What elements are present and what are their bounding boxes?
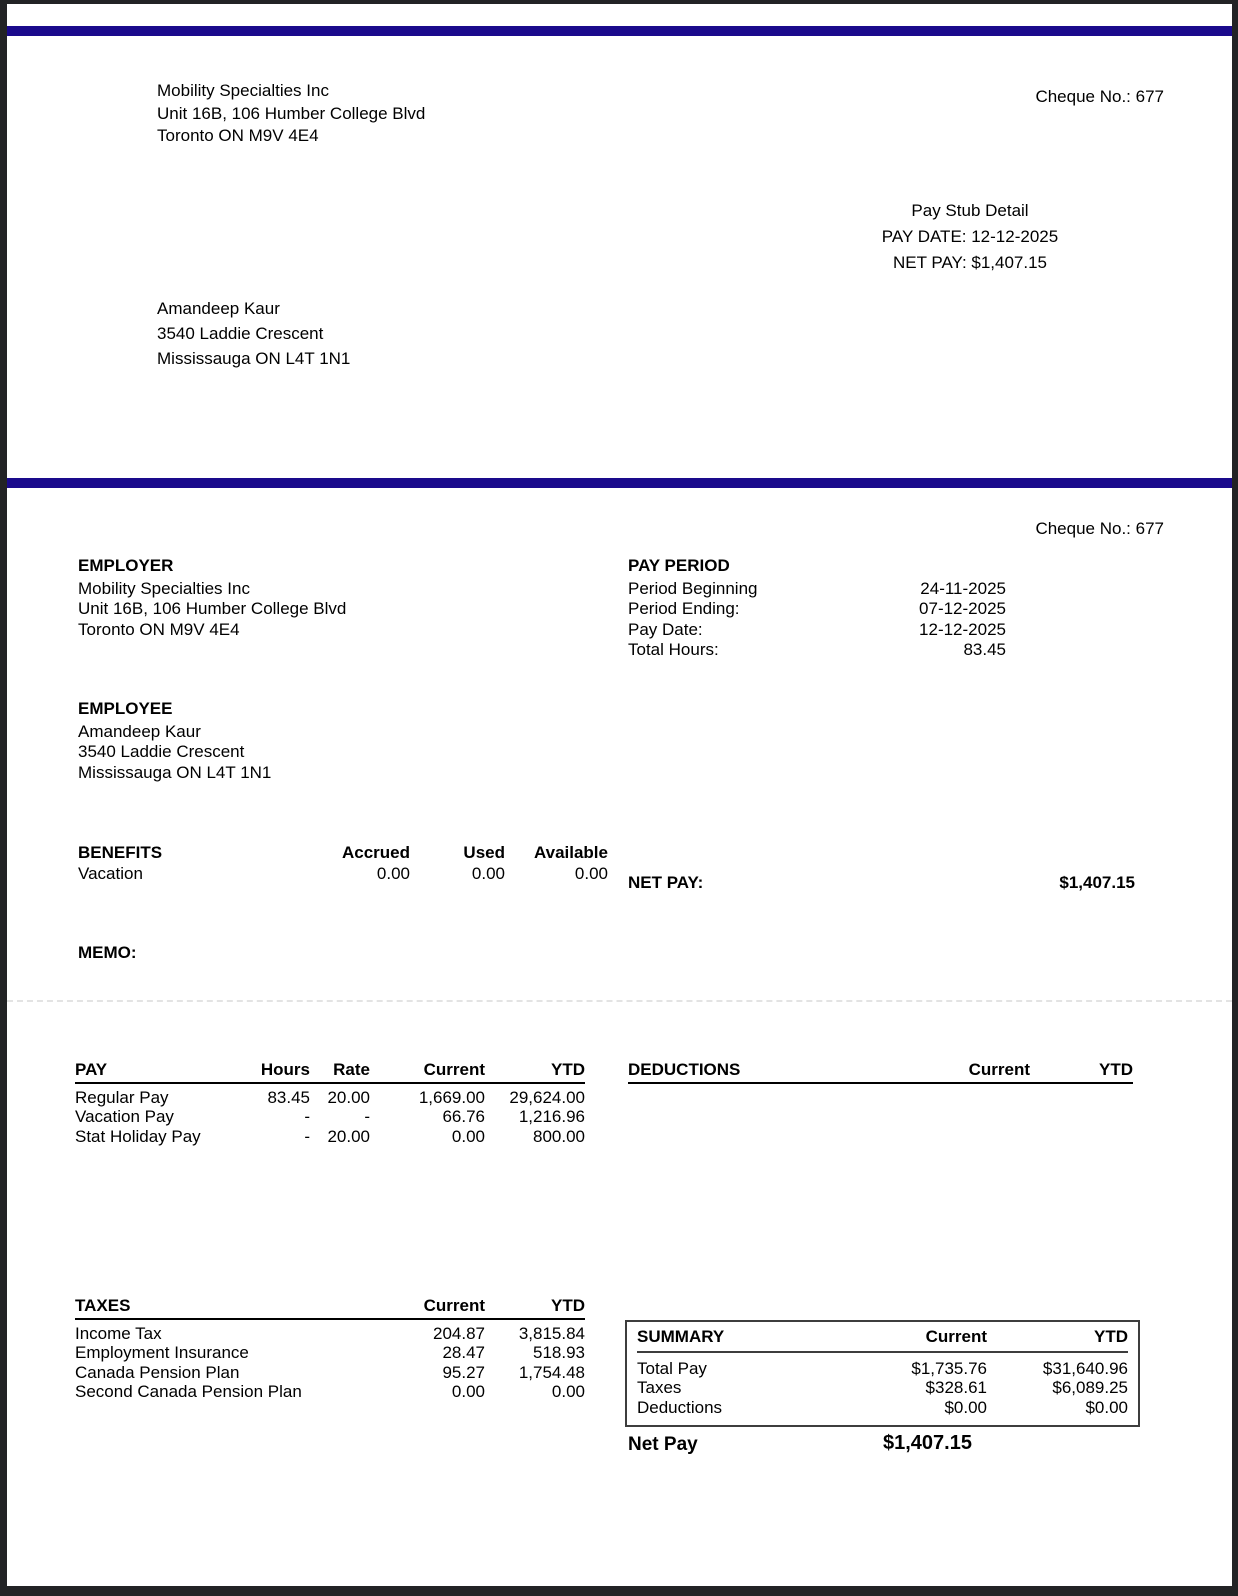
company-address-block — [157, 80, 425, 148]
pay-table — [75, 1060, 585, 1146]
period-beginning-label: Period Beginning — [628, 578, 758, 598]
company-name: Mobility Specialties Inc — [157, 81, 329, 100]
pay-period-row-ending — [628, 599, 1006, 620]
pay-period-row-totalhours — [628, 640, 1006, 661]
pay-col-ytd: YTD — [485, 1060, 585, 1083]
pay-item-name: Stat Holiday Pay — [75, 1126, 201, 1146]
taxes-heading: TAXES — [75, 1296, 305, 1319]
benefit-used: 0.00 — [471, 864, 505, 883]
pay-item-current: 66.76 — [442, 1107, 485, 1126]
pay-item-hours: - — [304, 1107, 310, 1126]
summary-item-ytd: $6,089.25 — [1052, 1378, 1128, 1397]
pay-stub-detail-title: Pay Stub Detail — [911, 201, 1029, 220]
tax-ytd: 1,754.48 — [518, 1362, 585, 1382]
total-hours-value: 83.45 — [963, 640, 1006, 659]
benefit-accrued: 0.00 — [376, 864, 410, 883]
pay-item-current: 1,669.00 — [418, 1087, 485, 1107]
period-ending-value: 07-12-2025 — [919, 599, 1006, 618]
memo-label: MEMO: — [78, 943, 137, 962]
summary-col-current: Current — [807, 1327, 987, 1352]
tax-name: Second Canada Pension Plan — [75, 1382, 302, 1401]
pay-item-hours: 83.45 — [267, 1087, 310, 1107]
summary-item-current: $328.61 — [925, 1378, 987, 1397]
tax-row-ei — [75, 1343, 585, 1363]
deductions-heading: DEDUCTIONS — [628, 1060, 878, 1083]
pay-period-block — [628, 556, 1006, 661]
accent-bar-top — [7, 26, 1232, 36]
tax-name: Income Tax — [75, 1323, 162, 1343]
summary-item-current: $0.00 — [944, 1397, 987, 1417]
tax-name: Employment Insurance — [75, 1343, 249, 1362]
deductions-col-ytd: YTD — [1030, 1060, 1133, 1083]
employee-address-block-top — [157, 296, 350, 371]
pay-period-row-paydate — [628, 620, 1006, 641]
pay-period-row-beginning — [628, 579, 1006, 600]
benefits-col-used: Used — [463, 843, 505, 862]
pay-item-rate: - — [364, 1107, 370, 1126]
pay-item-current: 0.00 — [451, 1126, 485, 1146]
benefits-header-row — [78, 842, 608, 863]
pay-date-line: PAY DATE: 12-12-2025 — [881, 227, 1059, 246]
summary-item-name: Total Pay — [637, 1358, 707, 1378]
summary-row-deductions — [637, 1398, 1128, 1418]
tax-row-cpp2 — [75, 1382, 585, 1402]
cheque-number-middle: Cheque No.: 677 — [1035, 519, 1164, 538]
pay-table-header-row — [75, 1060, 585, 1083]
pay-item-ytd: 29,624.00 — [509, 1087, 585, 1107]
benefits-table — [78, 842, 608, 884]
benefits-col-accrued: Accrued — [341, 843, 410, 862]
pay-item-hours: - — [304, 1126, 310, 1146]
summary-item-ytd: $31,640.96 — [1042, 1358, 1128, 1378]
pay-row-regular — [75, 1083, 585, 1108]
pay-col-rate: Rate — [310, 1060, 370, 1083]
summary-item-current: $1,735.76 — [911, 1358, 987, 1378]
pay-row-statholiday — [75, 1127, 585, 1147]
taxes-table — [75, 1296, 585, 1402]
summary-table — [637, 1327, 1128, 1417]
benefits-row-vacation — [78, 863, 608, 884]
paystub-page — [7, 4, 1232, 1586]
total-hours-label: Total Hours: — [628, 640, 719, 659]
summary-item-name: Taxes — [637, 1378, 682, 1397]
summary-item-ytd: $0.00 — [1085, 1397, 1128, 1417]
pay-period-heading: PAY PERIOD — [628, 556, 730, 575]
employee-heading: EMPLOYEE — [78, 699, 173, 718]
pay-date-value: 12-12-2025 — [919, 619, 1006, 639]
period-ending-label: Period Ending: — [628, 599, 740, 618]
tax-row-cpp — [75, 1363, 585, 1383]
employer-address-line2: Toronto ON M9V 4E4 — [78, 619, 240, 639]
tax-current: 204.87 — [433, 1323, 485, 1343]
employee-address-line1: 3540 Laddie Crescent — [157, 324, 324, 343]
tax-name: Canada Pension Plan — [75, 1362, 240, 1382]
net-pay-final-value: $1,407.15 — [883, 1432, 972, 1454]
cheque-number-top: Cheque No.: 677 — [1035, 87, 1164, 106]
net-pay-line: NET PAY: $1,407.15 — [892, 253, 1048, 272]
benefit-available: 0.00 — [574, 864, 608, 883]
net-pay-final-label: Net Pay — [628, 1434, 698, 1455]
tax-row-income — [75, 1319, 585, 1344]
employee-address-line2: Mississauga ON L4T 1N1 — [157, 349, 351, 368]
pay-stub-detail-block — [797, 198, 1143, 276]
summary-row-totalpay — [637, 1352, 1128, 1379]
net-pay-middle-row — [628, 873, 1135, 893]
employee-name: Amandeep Kaur — [157, 299, 280, 318]
company-address-line1: Unit 16B, 106 Humber College Blvd — [157, 103, 426, 123]
pay-item-name: Vacation Pay — [75, 1107, 174, 1126]
summary-box — [625, 1320, 1140, 1427]
pay-table-heading: PAY — [75, 1060, 235, 1083]
taxes-col-current: Current — [305, 1296, 485, 1319]
pay-item-ytd: 1,216.96 — [518, 1107, 585, 1126]
employee-block — [78, 699, 271, 783]
deductions-table — [628, 1060, 1133, 1084]
tax-ytd: 3,815.84 — [518, 1323, 585, 1343]
tax-ytd: 0.00 — [551, 1382, 585, 1401]
company-address-line2: Toronto ON M9V 4E4 — [157, 126, 319, 145]
employer-heading: EMPLOYER — [78, 556, 174, 575]
employer-block — [78, 556, 346, 640]
summary-col-ytd: YTD — [987, 1327, 1128, 1352]
employee-name-middle: Amandeep Kaur — [78, 721, 201, 741]
summary-heading: SUMMARY — [637, 1327, 807, 1352]
employer-address-line1: Unit 16B, 106 Humber College Blvd — [78, 599, 347, 618]
accent-bar-middle — [7, 478, 1232, 488]
employee-address1-middle: 3540 Laddie Crescent — [78, 742, 245, 761]
tax-current: 28.47 — [442, 1343, 485, 1362]
tax-ytd: 518.93 — [533, 1343, 585, 1362]
stub-divider — [7, 1000, 1232, 1002]
summary-header-row — [637, 1327, 1128, 1352]
pay-row-vacation — [75, 1107, 585, 1127]
benefits-heading: BENEFITS — [78, 843, 163, 862]
pay-item-ytd: 800.00 — [533, 1126, 585, 1146]
pay-item-rate: 20.00 — [327, 1126, 370, 1146]
benefits-col-available: Available — [533, 843, 608, 862]
summary-row-taxes — [637, 1378, 1128, 1398]
tax-current: 0.00 — [451, 1382, 485, 1401]
deductions-col-current: Current — [878, 1060, 1030, 1083]
pay-col-hours: Hours — [235, 1060, 310, 1083]
deductions-header-row — [628, 1060, 1133, 1083]
taxes-col-ytd: YTD — [485, 1296, 585, 1319]
pay-item-rate: 20.00 — [327, 1087, 370, 1107]
net-pay-middle-value: $1,407.15 — [1059, 873, 1135, 892]
pay-col-current: Current — [370, 1060, 485, 1083]
employer-name: Mobility Specialties Inc — [78, 578, 250, 598]
benefit-name: Vacation — [78, 864, 143, 883]
tax-current: 95.27 — [442, 1362, 485, 1382]
period-beginning-value: 24-11-2025 — [920, 578, 1006, 598]
pay-item-name: Regular Pay — [75, 1087, 169, 1107]
summary-item-name: Deductions — [637, 1397, 723, 1417]
pay-date-label: Pay Date: — [628, 619, 703, 639]
employee-address2-middle: Mississauga ON L4T 1N1 — [78, 762, 272, 782]
taxes-header-row — [75, 1296, 585, 1319]
net-pay-middle-label: NET PAY: — [628, 873, 704, 892]
